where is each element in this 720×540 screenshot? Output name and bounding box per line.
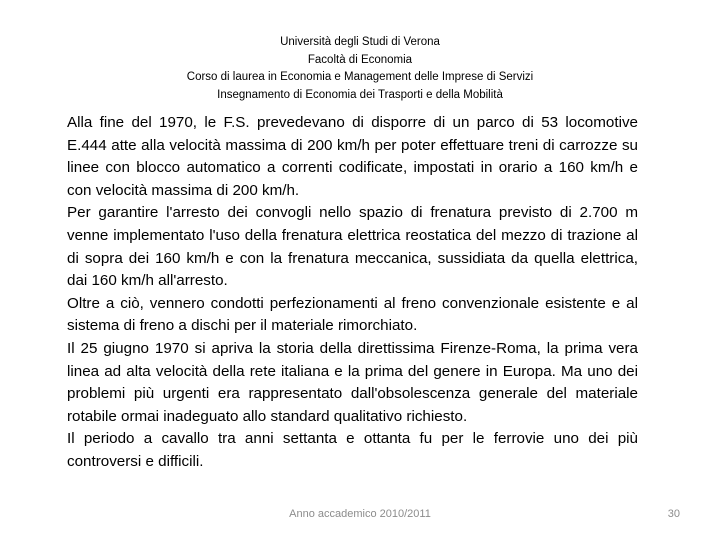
course-name: Corso di laurea in Economia e Management delle Imprese di Servizi (186, 71, 534, 83)
paragraph: Il 25 giugno 1970 si apriva la storia della direttissima Firenze-Roma, la prima vera linea ad alta velocità della rete italiana e la prima del genere in Europa. Ma uno dei problemi più urgenti era rappresentato dall'obsolescenza generale del materiale rotabile ormai inadeguato allo standard qualitativo richiesto. (67, 339, 638, 425)
slide-header (0, 34, 720, 104)
teaching-name: Insegnamento di Economia dei Trasporti e della Mobilità (217, 88, 503, 101)
university-name: Università degli Studi di Verona (280, 36, 440, 48)
paragraph: Oltre a ciò, vennero condotti perfezionamenti al freno convenzionale esistente e al sistema di freno a dischi per il materiale rimorchiato. (67, 294, 638, 335)
paragraph: Il periodo a cavallo tra anni settanta e ottanta fu per le ferrovie uno dei più controversi e difficili. (67, 430, 638, 470)
page-number: 30 (667, 508, 680, 520)
slide-body (67, 112, 638, 474)
paragraph: Per garantire l'arresto dei convogli nello spazio di frenatura previsto di 2.700 m venne implementato l'uso della frenatura elettrica reostatica del mezzo di trazione al di sopra dei 160 km/h e con la frenatura meccanica, sussidiata da quella elettrica, dai 160 km/h all'arresto. (67, 204, 638, 290)
faculty-name: Facoltà di Economia (307, 53, 413, 66)
paragraph: Alla fine del 1970, le F.S. prevedevano di disporre di un parco di 53 locomotive E.444 atte alla velocità massima di 200 km/h per poter effettuare treni di carrozze su linee con blocco automatico a correnti codificate, impostati in orario a 160 km/h e con velocità massima di 200 km/h. (67, 114, 638, 199)
academic-year-footer: Anno accademico 2010/2011 (289, 508, 431, 520)
